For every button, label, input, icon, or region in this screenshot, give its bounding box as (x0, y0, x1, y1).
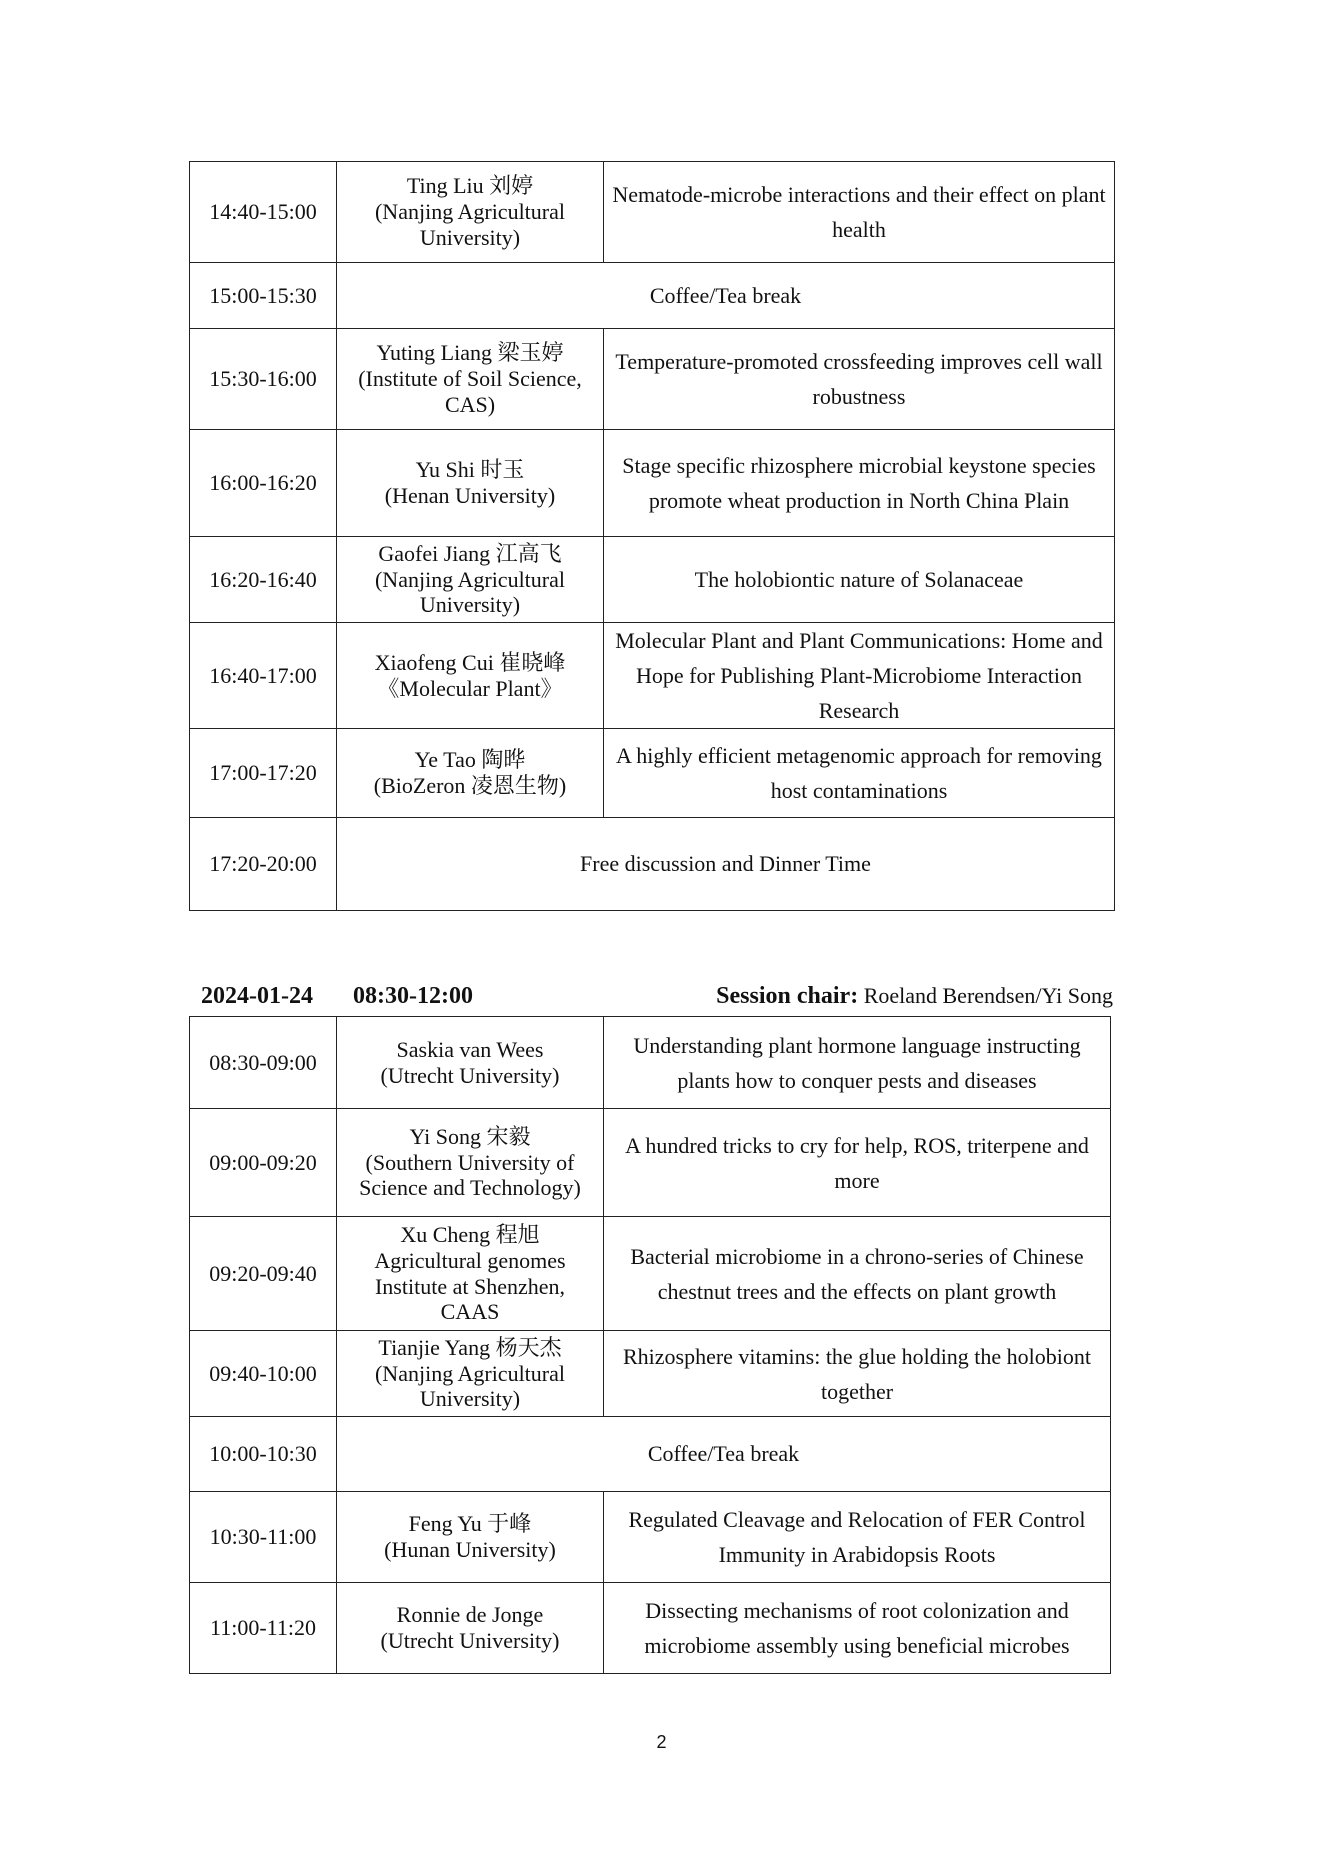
time-cell: 17:00-17:20 (190, 729, 337, 818)
table-row (190, 162, 1115, 263)
schedule-table-morning (189, 1016, 1111, 1674)
speaker-cell (337, 1583, 604, 1674)
speaker-cell (337, 729, 604, 818)
talk-title: Molecular Plant and Plant Communications: Home and Hope for Publishing Plant-Microbiome Interaction Research (604, 623, 1115, 729)
speaker-cell (337, 537, 604, 623)
time-cell: 16:40-17:00 (190, 623, 337, 729)
speaker-name: Ye Tao 陶晔 (414, 747, 526, 773)
time-cell: 16:20-16:40 (190, 537, 337, 623)
talk-title: Stage specific rhizosphere microbial keystone species promote wheat production in North China Plain (604, 430, 1115, 537)
session-date: 2024-01-24 (201, 983, 313, 1009)
speaker-name: Yi Song 宋毅 (409, 1123, 531, 1149)
table-row (190, 1109, 1111, 1217)
talk-title: The holobiontic nature of Solanaceae (604, 537, 1115, 623)
speaker-name: Yuting Liang 梁玉婷 (376, 340, 564, 366)
break-cell: Free discussion and Dinner Time (337, 818, 1115, 911)
speaker-affiliation: (Institute of Soil Science, CAS) (358, 366, 582, 417)
time-cell: 10:30-11:00 (190, 1492, 337, 1583)
time-cell: 08:30-09:00 (190, 1017, 337, 1109)
table-row (190, 1017, 1111, 1109)
speaker-name: Tianjie Yang 杨天杰 (378, 1334, 562, 1360)
speaker-affiliation: Agricultural genomes Institute at Shenzhen, CAAS (374, 1247, 566, 1325)
speaker-name: Xu Cheng 程旭 (400, 1221, 540, 1247)
speaker-affiliation: (Nanjing Agricultural University) (374, 199, 565, 250)
speaker-cell (337, 162, 604, 263)
speaker-affiliation: (Utrecht University) (380, 1628, 560, 1653)
table-row (190, 818, 1115, 911)
table-row (190, 1217, 1111, 1331)
speaker-affiliation: (Nanjing Agricultural University) (374, 1360, 565, 1412)
talk-title: Regulated Cleavage and Relocation of FER Control Immunity in Arabidopsis Roots (604, 1492, 1111, 1583)
talk-title: Bacterial microbiome in a chrono-series of Chinese chestnut trees and the effects on plant growth (604, 1217, 1111, 1331)
speaker-cell (337, 1331, 604, 1417)
table-row (190, 729, 1115, 818)
talk-title: Nematode-microbe interactions and their effect on plant health (604, 162, 1115, 263)
table-row (190, 263, 1115, 329)
speaker-cell (337, 1017, 604, 1109)
speaker-name: Feng Yu 于峰 (408, 1511, 532, 1537)
time-cell: 11:00-11:20 (190, 1583, 337, 1674)
talk-title: A highly efficient metagenomic approach for removing host contaminations (604, 729, 1115, 818)
talk-title: Dissecting mechanisms of root colonization and microbiome assembly using beneficial microbes (604, 1583, 1111, 1674)
speaker-name: Ronnie de Jonge (396, 1602, 544, 1628)
session-time: 08:30-12:00 (353, 983, 473, 1009)
speaker-cell (337, 1217, 604, 1331)
speaker-affiliation: 《Molecular Plant》 (377, 675, 563, 701)
speaker-affiliation: (BioZeron 凌恩生物) (373, 773, 567, 798)
table-row (190, 1492, 1111, 1583)
table-row (190, 1331, 1111, 1417)
table-row (190, 1583, 1111, 1674)
break-cell: Coffee/Tea break (337, 1417, 1111, 1492)
table-row (190, 537, 1115, 623)
table-row (190, 623, 1115, 729)
speaker-cell (337, 1109, 604, 1217)
speaker-name: Xiaofeng Cui 崔晓峰 (374, 649, 566, 675)
table-row (190, 1417, 1111, 1492)
page-number: 2 (656, 1732, 667, 1752)
speaker-cell (337, 329, 604, 430)
time-cell: 16:00-16:20 (190, 430, 337, 537)
speaker-cell (337, 1492, 604, 1583)
speaker-cell (337, 623, 604, 729)
time-cell: 17:20-20:00 (190, 818, 337, 911)
speaker-name: Yu Shi 时玉 (415, 457, 525, 483)
speaker-affiliation: (Henan University) (384, 483, 556, 508)
speaker-affiliation: (Utrecht University) (380, 1062, 560, 1088)
table-row (190, 329, 1115, 430)
session-chair-names: Roeland Berendsen/Yi Song (863, 983, 1113, 1008)
time-cell: 14:40-15:00 (190, 162, 337, 263)
session-header (201, 983, 1113, 1015)
speaker-name: Gaofei Jiang 江高飞 (378, 540, 562, 566)
time-cell: 10:00-10:30 (190, 1417, 337, 1492)
time-cell: 15:00-15:30 (190, 263, 337, 329)
schedule-table-afternoon (189, 161, 1115, 911)
speaker-affiliation: (Nanjing Agricultural University) (374, 566, 565, 618)
time-cell: 15:30-16:00 (190, 329, 337, 430)
speaker-name: Ting Liu 刘婷 (406, 173, 534, 199)
speaker-affiliation: (Hunan University) (384, 1537, 556, 1562)
session-chair-label: Session chair: (716, 983, 859, 1009)
speaker-name: Saskia van Wees (396, 1036, 544, 1062)
talk-title: A hundred tricks to cry for help, ROS, triterpene and more (604, 1109, 1111, 1217)
talk-title: Temperature-promoted crossfeeding improves cell wall robustness (604, 329, 1115, 430)
break-cell: Coffee/Tea break (337, 263, 1115, 329)
talk-title: Understanding plant hormone language instructing plants how to conquer pests and diseases (604, 1017, 1111, 1109)
time-cell: 09:00-09:20 (190, 1109, 337, 1217)
talk-title: Rhizosphere vitamins: the glue holding the holobiont together (604, 1331, 1111, 1417)
time-cell: 09:20-09:40 (190, 1217, 337, 1331)
speaker-affiliation: (Southern University of Science and Technology) (359, 1149, 581, 1201)
table-row (190, 430, 1115, 537)
speaker-cell (337, 430, 604, 537)
time-cell: 09:40-10:00 (190, 1331, 337, 1417)
session-chair (716, 983, 1113, 1010)
